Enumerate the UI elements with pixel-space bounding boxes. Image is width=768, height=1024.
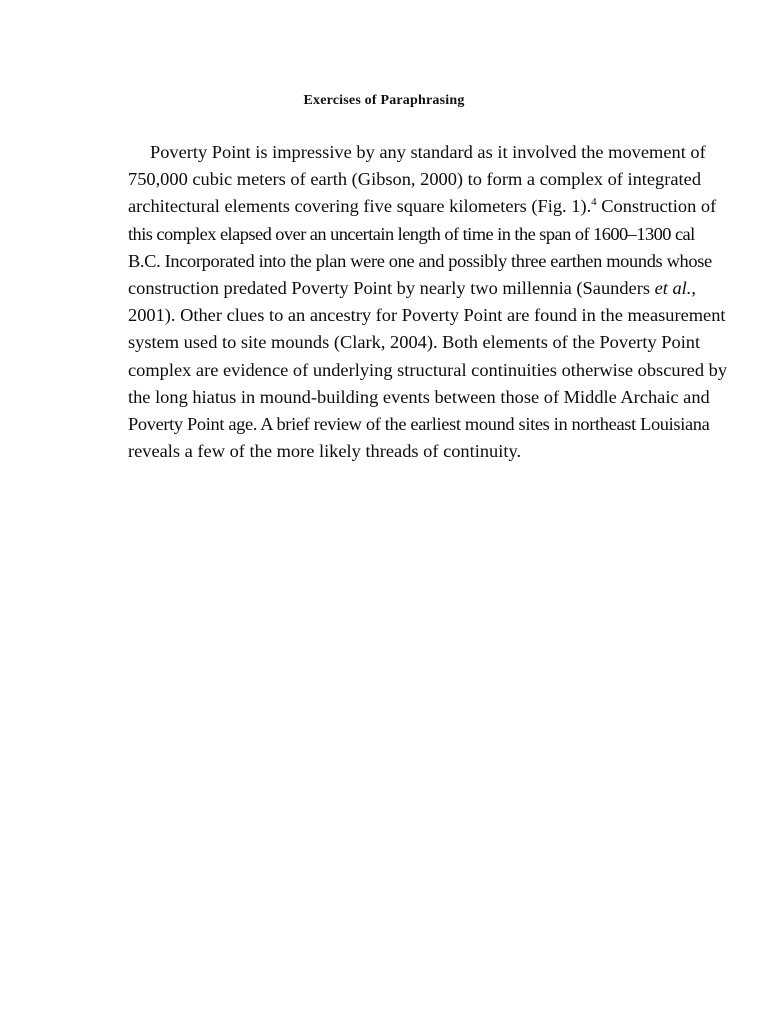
page-title: Exercises of Paraphrasing [303,93,465,108]
paragraph-line: complex are evidence of underlying structural continuities otherwise obscured by [128,359,728,380]
paragraph-line: B.C. Incorporated into the plan were one and possibly three earthen mounds whose [128,250,712,271]
paragraph-line: Poverty Point age. A brief review of the earliest mound sites in northeast Louisiana [128,413,710,434]
paragraph-line: 750,000 cubic meters of earth (Gibson, 2000) to form a complex of integrated [128,169,702,190]
paragraph-line: this complex elapsed over an uncertain length of time in the span of 1600–1300 cal [128,223,695,244]
line-text: architectural elements covering five square kilometers (Fig. 1). [128,196,592,217]
paragraph-line: reveals a few of the more likely threads of continuity. [128,441,522,462]
paragraph-line [128,193,717,220]
footnote-marker: 4 [591,196,597,209]
paragraph-line [128,275,696,302]
body-paragraph [128,139,728,465]
line-text: Construction of [596,196,717,217]
paragraph-line: Poverty Point is impressive by any standard as it involved the movement of [150,142,706,162]
paragraph-line: 2001). Other clues to an ancestry for Poverty Point are found in the measurement [128,305,726,326]
line-text: , [691,277,696,298]
paragraph-line: system used to site mounds (Clark, 2004). Both elements of the Poverty Point [128,332,701,353]
paragraph-line: the long hiatus in mound-building events between those of Middle Archaic and [128,386,710,407]
italic-citation: et al. [654,277,692,298]
line-text: construction predated Poverty Point by nearly two millennia (Saunders [128,277,655,298]
